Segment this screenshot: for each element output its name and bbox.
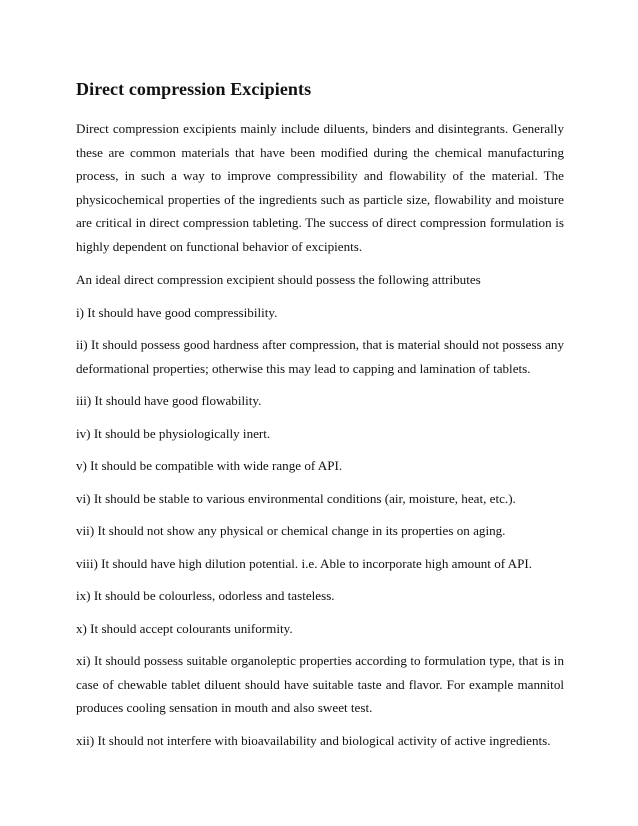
lead-paragraph: An ideal direct compression excipient should possess the following attributes [76, 272, 481, 287]
attribute-item-5: v) It should be compatible with wide range of API. [76, 458, 343, 473]
attribute-item-7: vii) It should not show any physical or chemical change in its properties on aging. [76, 523, 506, 538]
attribute-item-10: x) It should accept colourants uniformity. [76, 620, 293, 636]
intro-paragraph: Direct compression excipients mainly include diluents, binders and disintegrants. Generally these are common materials that have been modified during the chemical manufacturing process, in such a way to improve compressibility and flowability of the material. The physicochemical properties of the ingredients such as particle size, flowability and moisture are critical in direct compression tableting. The success of direct compression formulation is highly dependent on functional behavior of excipients. [76, 121, 564, 254]
attribute-item-12: xii) It should not interfere with bioavailability and biological activity of active ingredients. [76, 732, 551, 748]
attribute-item-9: ix) It should be colourless, odorless and tasteless. [76, 588, 335, 603]
document-title: Direct compression Excipients [76, 79, 312, 99]
attribute-item-3: iii) It should have good flowability. [76, 393, 262, 408]
attribute-item-8: viii) It should have high dilution potential. i.e. Able to incorporate high amount of API. [76, 555, 533, 571]
attribute-item-11: xi) It should possess suitable organoleptic properties according to formulation type, that is in case of chewable tablet diluent should have suitable taste and flavor. For example mannitol produces cooling sensation in mouth and also sweet test. [76, 653, 564, 715]
attribute-item-2: ii) It should possess good hardness after compression, that is material should not possess any deformational properties; otherwise this may lead to capping and lamination of tablets. [76, 337, 564, 376]
attribute-item-4: iv) It should be physiologically inert. [76, 425, 271, 441]
attribute-item-1: i) It should have good compressibility. [76, 304, 278, 320]
attribute-item-6: vi) It should be stable to various environmental conditions (air, moisture, heat, etc.). [76, 490, 516, 506]
